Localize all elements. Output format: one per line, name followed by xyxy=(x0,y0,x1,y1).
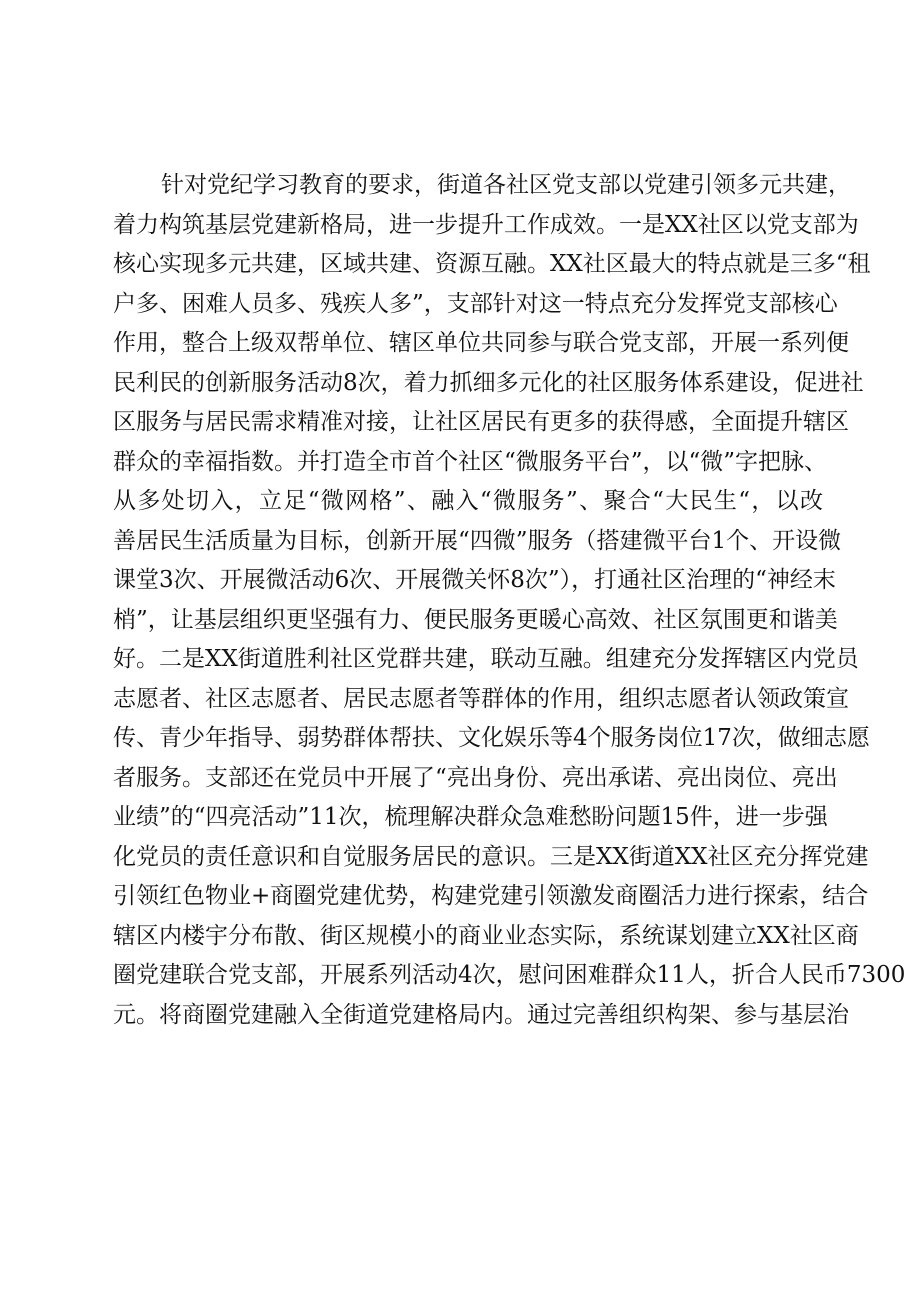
paragraph-line: 户多、困难人员多、残疾人多”，支部针对这一特点充分发挥党支部核心 xyxy=(113,290,838,317)
paragraph-line: 针对党纪学习教育的要求，街道各社区党支部以党建引领多元共建， xyxy=(161,172,851,198)
paragraph-line: 圈党建联合党支部，开展系列活动4次，慰问困难群众11人，折合人民币7300 xyxy=(113,962,906,988)
paragraph-line: 好。二是XX街道胜利社区党群共建，联动互融。组建充分发挥辖区内党员 xyxy=(113,646,859,672)
paragraph-line: 核心实现多元共建，区域共建、资源互融。XX社区最大的特点就是三多“租 xyxy=(113,251,871,277)
paragraph-line: 区服务与居民需求精准对接，让社区居民有更多的获得感，全面提升辖区 xyxy=(113,409,849,435)
paragraph-line: 作用，整合上级双帮单位、辖区单位共同参与联合党支部，开展一系列便 xyxy=(113,330,849,356)
paragraph-line: 民利民的创新服务活动8次，着力抓细多元化的社区服务体系建设，促进社 xyxy=(113,369,864,396)
paragraph-line: 者服务。支部还在党员中开展了“亮出身份、亮出承诺、亮出岗位、亮出 xyxy=(113,764,838,791)
paragraph-line: 课堂3次、开展微活动6次、开展微关怀8次”），打通社区治理的“神经末 xyxy=(113,567,836,593)
paragraph-line: 从多处切入，立足“微网格”、融入“微服务”、聚合“大民生“，以改 xyxy=(113,488,823,514)
paragraph-line: 着力构筑基层党建新格局，进一步提升工作成效。一是XX社区以党支部为 xyxy=(113,211,859,238)
paragraph-line: 梢”，让基层组织更坚强有力、便民服务更暖心高效、社区氛围更和谐美 xyxy=(113,606,838,633)
paragraph-line: 化党员的责任意识和自觉服务居民的意识。三是XX街道XX社区充分挥党建 xyxy=(113,843,869,870)
paragraph-line: 业绩”的“四亮活动”11次，梳理解决群众急难愁盼问题15件，进一步强 xyxy=(113,804,828,830)
paragraph-line: 群众的幸福指数。并打造全市首个社区“微服务平台”，以“微”字把脉、 xyxy=(113,448,828,475)
paragraph-line: 善居民生活质量为目标，创新开展“四微”服务（搭建微平台1个、开设微 xyxy=(113,527,842,554)
paragraph-line: 辖区内楼宇分布散、街区规模小的商业业态实际，系统谋划建立XX社区商 xyxy=(113,922,859,949)
paragraph-line: 元。将商圈党建融入全街道党建格局内。通过完善组织构架、参与基层治 xyxy=(113,1001,849,1028)
paragraph-line: 引领红色物业+商圈党建优势，构建党建引领激发商圈活力进行探索，结合 xyxy=(113,883,869,909)
paragraph-line: 志愿者、社区志愿者、居民志愿者等群体的作用，组织志愿者认领政策宣 xyxy=(113,685,849,712)
paragraph-line: 传、青少年指导、弱势群体帮扶、文化娱乐等4个服务岗位17次，做细志愿 xyxy=(113,725,870,751)
body-paragraph xyxy=(113,166,906,1035)
